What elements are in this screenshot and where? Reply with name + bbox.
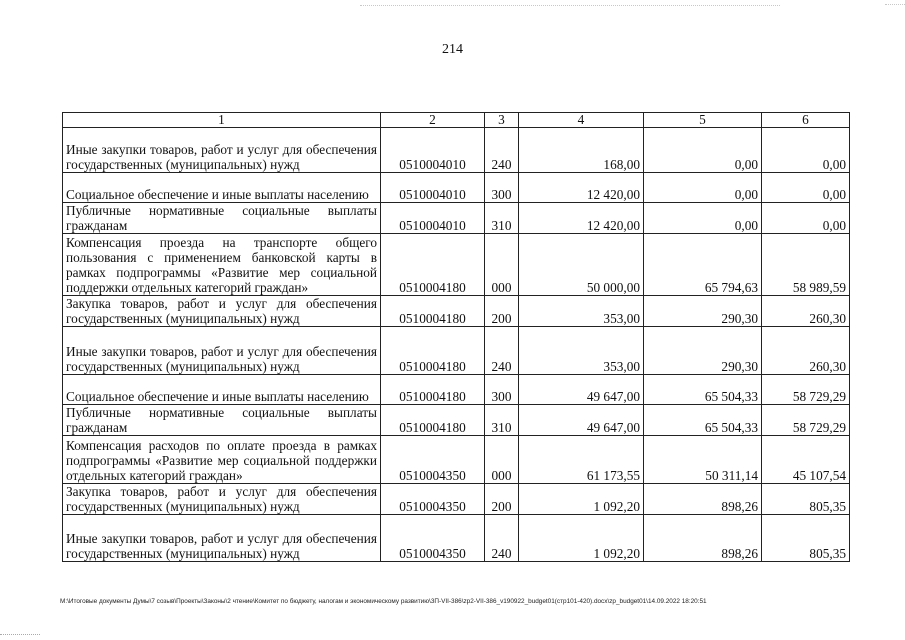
- column-header: 2: [381, 113, 485, 128]
- row-expense-type: 300: [485, 375, 519, 405]
- table-row: [63, 128, 850, 173]
- scan-artifact: [885, 0, 905, 5]
- row-target-code: 0510004350: [381, 515, 485, 562]
- row-name: Иные закупки товаров, работ и услуг для обеспечения государственных (муниципальных) нужд: [63, 327, 381, 375]
- row-value-3: 260,30: [762, 296, 850, 327]
- row-value-3: 58 729,29: [762, 375, 850, 405]
- budget-table: [62, 112, 850, 562]
- row-target-code: 0510004180: [381, 375, 485, 405]
- row-value-3: 45 107,54: [762, 436, 850, 484]
- row-expense-type: 000: [485, 436, 519, 484]
- row-expense-type: 300: [485, 173, 519, 203]
- row-value-2: 0,00: [644, 128, 762, 173]
- row-expense-type: 240: [485, 515, 519, 562]
- row-target-code: 0510004010: [381, 173, 485, 203]
- row-name: Компенсация расходов по оплате проезда в рамках подпрограммы «Развитие мер социальной поддержки отдельных категорий граждан»: [63, 436, 381, 484]
- row-value-2: 898,26: [644, 515, 762, 562]
- scan-artifact: [0, 634, 40, 636]
- row-value-3: 0,00: [762, 173, 850, 203]
- row-name: Иные закупки товаров, работ и услуг для обеспечения государственных (муниципальных) нужд: [63, 515, 381, 562]
- row-target-code: 0510004010: [381, 128, 485, 173]
- row-name: Иные закупки товаров, работ и услуг для обеспечения государственных (муниципальных) нужд: [63, 128, 381, 173]
- table-row: [63, 484, 850, 515]
- table-row: [63, 436, 850, 484]
- row-value-1: 353,00: [519, 296, 644, 327]
- table-row: [63, 515, 850, 562]
- row-target-code: 0510004350: [381, 436, 485, 484]
- row-value-1: 1 092,20: [519, 515, 644, 562]
- document-path-footer: M:\Итоговые документы Думы\7 созыв\Проекты\Законы\2 чтение\Комитет по бюджету, налогам и экономическому развитию\3П-VII-386\zp2-VII-386_v190922_budget01(стр101-420).docx\zp_budget01\14.09.2022 18:20:51: [60, 598, 707, 605]
- row-value-2: 290,30: [644, 296, 762, 327]
- row-value-1: 168,00: [519, 128, 644, 173]
- row-target-code: 0510004180: [381, 405, 485, 436]
- row-value-1: 12 420,00: [519, 173, 644, 203]
- row-value-1: 49 647,00: [519, 375, 644, 405]
- row-value-3: 58 989,59: [762, 234, 850, 296]
- row-value-2: 65 794,63: [644, 234, 762, 296]
- row-target-code: 0510004180: [381, 327, 485, 375]
- column-header: 4: [519, 113, 644, 128]
- table-row: [63, 296, 850, 327]
- row-value-2: 290,30: [644, 327, 762, 375]
- row-name: Социальное обеспечение и иные выплаты населению: [63, 173, 381, 203]
- row-value-3: 805,35: [762, 484, 850, 515]
- table-row: [63, 203, 850, 234]
- row-value-2: 65 504,33: [644, 375, 762, 405]
- row-target-code: 0510004180: [381, 234, 485, 296]
- scan-artifact: [360, 0, 780, 6]
- table-row: [63, 405, 850, 436]
- column-header: 3: [485, 113, 519, 128]
- row-value-3: 0,00: [762, 203, 850, 234]
- row-expense-type: 200: [485, 484, 519, 515]
- table-header-row: [63, 113, 850, 128]
- row-value-3: 58 729,29: [762, 405, 850, 436]
- row-value-1: 12 420,00: [519, 203, 644, 234]
- row-target-code: 0510004010: [381, 203, 485, 234]
- row-name: Социальное обеспечение и иные выплаты населению: [63, 375, 381, 405]
- row-value-3: 0,00: [762, 128, 850, 173]
- row-expense-type: 240: [485, 128, 519, 173]
- page-number: 214: [442, 42, 463, 57]
- row-expense-type: 000: [485, 234, 519, 296]
- row-value-1: 49 647,00: [519, 405, 644, 436]
- row-value-2: 65 504,33: [644, 405, 762, 436]
- row-value-1: 61 173,55: [519, 436, 644, 484]
- row-name: Компенсация проезда на транспорте общего пользования с применением банковской карты в рамках подпрограммы «Развитие мер социальной поддержки отдельных категорий граждан»: [63, 234, 381, 296]
- row-value-1: 1 092,20: [519, 484, 644, 515]
- column-header: 1: [63, 113, 381, 128]
- column-header: 6: [762, 113, 850, 128]
- row-expense-type: 310: [485, 405, 519, 436]
- row-value-2: 0,00: [644, 173, 762, 203]
- table-row: [63, 375, 850, 405]
- row-value-1: 50 000,00: [519, 234, 644, 296]
- table-row: [63, 327, 850, 375]
- row-value-2: 0,00: [644, 203, 762, 234]
- row-value-2: 898,26: [644, 484, 762, 515]
- row-name: Закупка товаров, работ и услуг для обеспечения государственных (муниципальных) нужд: [63, 484, 381, 515]
- table-row: [63, 234, 850, 296]
- row-expense-type: 240: [485, 327, 519, 375]
- column-header: 5: [644, 113, 762, 128]
- row-target-code: 0510004180: [381, 296, 485, 327]
- row-expense-type: 200: [485, 296, 519, 327]
- row-name: Публичные нормативные социальные выплаты гражданам: [63, 203, 381, 234]
- row-target-code: 0510004350: [381, 484, 485, 515]
- table-row: [63, 173, 850, 203]
- row-name: Публичные нормативные социальные выплаты гражданам: [63, 405, 381, 436]
- row-value-3: 805,35: [762, 515, 850, 562]
- row-name: Закупка товаров, работ и услуг для обеспечения государственных (муниципальных) нужд: [63, 296, 381, 327]
- row-value-3: 260,30: [762, 327, 850, 375]
- row-expense-type: 310: [485, 203, 519, 234]
- row-value-1: 353,00: [519, 327, 644, 375]
- row-value-2: 50 311,14: [644, 436, 762, 484]
